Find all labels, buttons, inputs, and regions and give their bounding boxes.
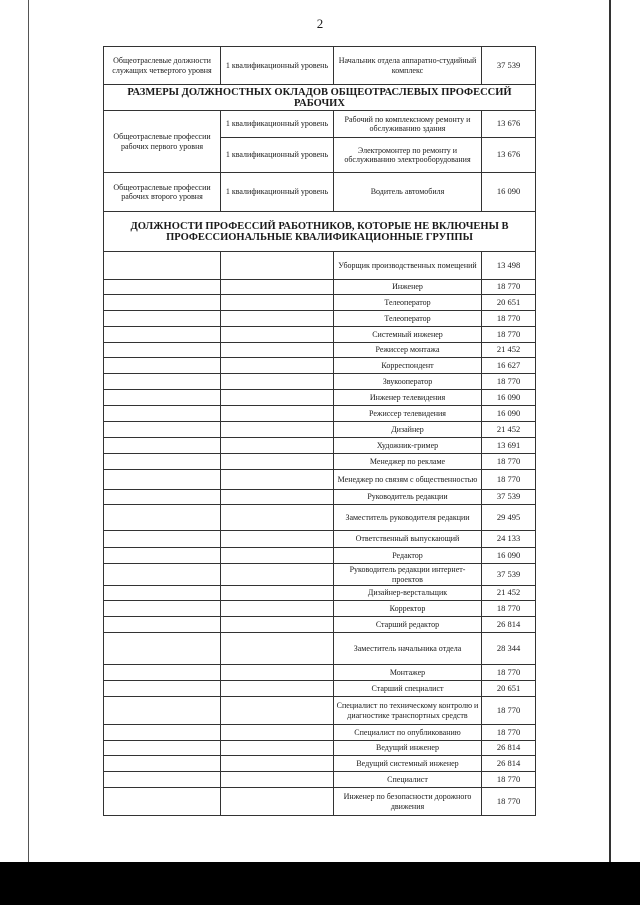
position-cell: Инженер [334, 280, 482, 295]
position-cell: Телеоператор [334, 311, 482, 327]
empty-cell [221, 725, 334, 741]
empty-cell [221, 788, 334, 816]
table-row [104, 327, 536, 343]
empty-cell [104, 295, 221, 311]
empty-cell [221, 470, 334, 490]
empty-cell [221, 601, 334, 617]
empty-cell [104, 772, 221, 788]
salary-cell: 18 770 [482, 374, 536, 390]
empty-cell [104, 280, 221, 295]
table-row [104, 311, 536, 327]
table-row [104, 295, 536, 311]
table-row [104, 47, 536, 85]
salary-cell: 18 770 [482, 601, 536, 617]
position-cell: Системный инженер [334, 327, 482, 343]
salary-cell: 37 539 [482, 490, 536, 505]
level-cell: 1 квалификационный уровень [221, 173, 334, 212]
position-cell: Редактор [334, 548, 482, 564]
table-row [104, 406, 536, 422]
empty-cell [221, 531, 334, 548]
salary-cell: 13 498 [482, 252, 536, 280]
salary-cell: 16 090 [482, 406, 536, 422]
empty-cell [104, 548, 221, 564]
table-row [104, 422, 536, 438]
table-row [104, 756, 536, 772]
table-row [104, 665, 536, 681]
table-row [104, 438, 536, 454]
empty-cell [104, 697, 221, 725]
empty-cell [221, 406, 334, 422]
salary-cell: 16 090 [482, 390, 536, 406]
position-cell: Начальник отдела аппаратно-студийный комплекс [334, 47, 482, 85]
empty-cell [104, 681, 221, 697]
empty-cell [104, 470, 221, 490]
salary-cell: 37 539 [482, 47, 536, 85]
empty-cell [104, 454, 221, 470]
salary-cell: 26 814 [482, 741, 536, 756]
position-cell: Монтажер [334, 665, 482, 681]
table-row [104, 633, 536, 665]
salary-cell: 16 090 [482, 548, 536, 564]
empty-cell [221, 772, 334, 788]
position-cell: Дизайнер [334, 422, 482, 438]
table-row [104, 470, 536, 490]
empty-cell [221, 374, 334, 390]
page-number: 2 [316, 16, 324, 31]
empty-cell [221, 454, 334, 470]
salary-cell: 16 090 [482, 173, 536, 212]
empty-cell [104, 374, 221, 390]
empty-cell [221, 756, 334, 772]
empty-cell [104, 617, 221, 633]
table-row [104, 617, 536, 633]
empty-cell [104, 564, 221, 586]
empty-cell [104, 422, 221, 438]
empty-cell [221, 343, 334, 358]
table-row [104, 681, 536, 697]
position-cell: Специалист по техническому контролю и диагностике транспортных средств [334, 697, 482, 725]
position-cell: Ведущий системный инженер [334, 756, 482, 772]
position-cell: Инженер по безопасности дорожного движения [334, 788, 482, 816]
table-row [104, 111, 536, 138]
salary-cell: 21 452 [482, 343, 536, 358]
empty-cell [104, 788, 221, 816]
empty-cell [221, 327, 334, 343]
empty-cell [221, 252, 334, 280]
position-cell: Электромонтер по ремонту и обслуживанию электрооборудования [334, 138, 482, 173]
salary-cell: 21 452 [482, 586, 536, 601]
empty-cell [104, 390, 221, 406]
empty-cell [221, 564, 334, 586]
empty-cell [104, 601, 221, 617]
empty-cell [221, 697, 334, 725]
position-cell: Старший редактор [334, 617, 482, 633]
empty-cell [221, 490, 334, 505]
table-row [104, 788, 536, 816]
position-cell: Руководитель редакции [334, 490, 482, 505]
position-cell: Звукооператор [334, 374, 482, 390]
position-cell: Специалист [334, 772, 482, 788]
empty-cell [104, 633, 221, 665]
table-row [104, 772, 536, 788]
empty-cell [104, 406, 221, 422]
salary-cell: 21 452 [482, 422, 536, 438]
scan-bottom-band [0, 862, 640, 905]
position-cell: Художник-гример [334, 438, 482, 454]
salary-cell: 18 770 [482, 280, 536, 295]
table-row [104, 697, 536, 725]
empty-cell [221, 295, 334, 311]
empty-cell [221, 438, 334, 454]
position-cell: Уборщик производственных помещений [334, 252, 482, 280]
position-cell: Заместитель начальника отдела [334, 633, 482, 665]
table-row [104, 725, 536, 741]
table-row [104, 564, 536, 586]
section-heading-row [104, 212, 536, 252]
group-cell: Общеотраслевые должности служащих четвертого уровня [104, 47, 221, 85]
empty-cell [104, 586, 221, 601]
empty-cell [221, 586, 334, 601]
empty-cell [221, 665, 334, 681]
table-row [104, 390, 536, 406]
section-heading-other: ДОЛЖНОСТИ ПРОФЕССИЙ РАБОТНИКОВ, КОТОРЫЕ НЕ ВКЛЮЧЕНЫ В ПРОФЕССИОНАЛЬНЫЕ КВАЛИФИКАЦИОННЫЕ ГРУППЫ [104, 212, 536, 252]
empty-cell [221, 358, 334, 374]
salary-cell: 18 770 [482, 772, 536, 788]
table-row [104, 374, 536, 390]
empty-cell [104, 358, 221, 374]
group-cell: Общеотраслевые профессии рабочих второго уровня [104, 173, 221, 212]
salary-cell: 13 676 [482, 111, 536, 138]
empty-cell [104, 438, 221, 454]
table-row [104, 601, 536, 617]
position-cell: Режиссер телевидения [334, 406, 482, 422]
position-cell: Ведущий инженер [334, 741, 482, 756]
position-cell: Заместитель руководителя редакции [334, 505, 482, 531]
empty-cell [221, 633, 334, 665]
table-row [104, 358, 536, 374]
salary-cell: 26 814 [482, 756, 536, 772]
empty-cell [104, 327, 221, 343]
table-row [104, 741, 536, 756]
salary-cell: 20 651 [482, 295, 536, 311]
empty-cell [104, 343, 221, 358]
section-heading-workers: РАЗМЕРЫ ДОЛЖНОСТНЫХ ОКЛАДОВ ОБЩЕОТРАСЛЕВЫХ ПРОФЕССИЙ РАБОЧИХ [104, 85, 536, 111]
table-row [104, 505, 536, 531]
salary-cell: 24 133 [482, 531, 536, 548]
position-cell: Водитель автомобиля [334, 173, 482, 212]
empty-cell [221, 280, 334, 295]
empty-cell [104, 531, 221, 548]
salary-cell: 13 691 [482, 438, 536, 454]
empty-cell [221, 390, 334, 406]
salary-cell: 29 495 [482, 505, 536, 531]
position-cell: Режиссер монтажа [334, 343, 482, 358]
position-cell: Руководитель редакции интернет-проектов [334, 564, 482, 586]
salary-cell: 13 676 [482, 138, 536, 173]
empty-cell [221, 741, 334, 756]
level-cell: 1 квалификационный уровень [221, 138, 334, 173]
salary-cell: 28 344 [482, 633, 536, 665]
position-cell: Корреспондент [334, 358, 482, 374]
position-cell: Телеоператор [334, 295, 482, 311]
table-row [104, 531, 536, 548]
position-cell: Ответственный выпускающий [334, 531, 482, 548]
empty-cell [104, 725, 221, 741]
salary-cell: 18 770 [482, 311, 536, 327]
table-row [104, 586, 536, 601]
position-cell: Менеджер по рекламе [334, 454, 482, 470]
position-cell: Рабочий по комплексному ремонту и обслуживанию здания [334, 111, 482, 138]
salary-cell: 18 770 [482, 327, 536, 343]
position-cell: Корректор [334, 601, 482, 617]
salary-cell: 18 770 [482, 470, 536, 490]
level-cell: 1 квалификационный уровень [221, 47, 334, 85]
empty-cell [221, 681, 334, 697]
table-row [104, 280, 536, 295]
position-cell: Специалист по опубликованию [334, 725, 482, 741]
salary-cell: 18 770 [482, 454, 536, 470]
salary-table [103, 46, 536, 816]
empty-cell [104, 741, 221, 756]
position-cell: Инженер телевидения [334, 390, 482, 406]
table-row [104, 454, 536, 470]
salary-cell: 18 770 [482, 788, 536, 816]
salary-cell: 20 651 [482, 681, 536, 697]
salary-cell: 26 814 [482, 617, 536, 633]
empty-cell [104, 756, 221, 772]
table-row [104, 173, 536, 212]
empty-cell [221, 505, 334, 531]
table-row [104, 343, 536, 358]
table-row [104, 548, 536, 564]
empty-cell [104, 490, 221, 505]
salary-cell: 18 770 [482, 697, 536, 725]
level-cell: 1 квалификационный уровень [221, 111, 334, 138]
table-row [104, 252, 536, 280]
group-cell: Общеотраслевые профессии рабочих первого уровня [104, 111, 221, 173]
section-heading-row [104, 85, 536, 111]
salary-cell: 37 539 [482, 564, 536, 586]
salary-cell: 18 770 [482, 665, 536, 681]
empty-cell [104, 311, 221, 327]
empty-cell [104, 252, 221, 280]
empty-cell [221, 311, 334, 327]
empty-cell [221, 617, 334, 633]
empty-cell [221, 422, 334, 438]
salary-cell: 16 627 [482, 358, 536, 374]
position-cell: Менеджер по связям с общественностью [334, 470, 482, 490]
empty-cell [221, 548, 334, 564]
salary-cell: 18 770 [482, 725, 536, 741]
position-cell: Старший специалист [334, 681, 482, 697]
empty-cell [104, 665, 221, 681]
table-row [104, 490, 536, 505]
position-cell: Дизайнер-верстальщик [334, 586, 482, 601]
empty-cell [104, 505, 221, 531]
